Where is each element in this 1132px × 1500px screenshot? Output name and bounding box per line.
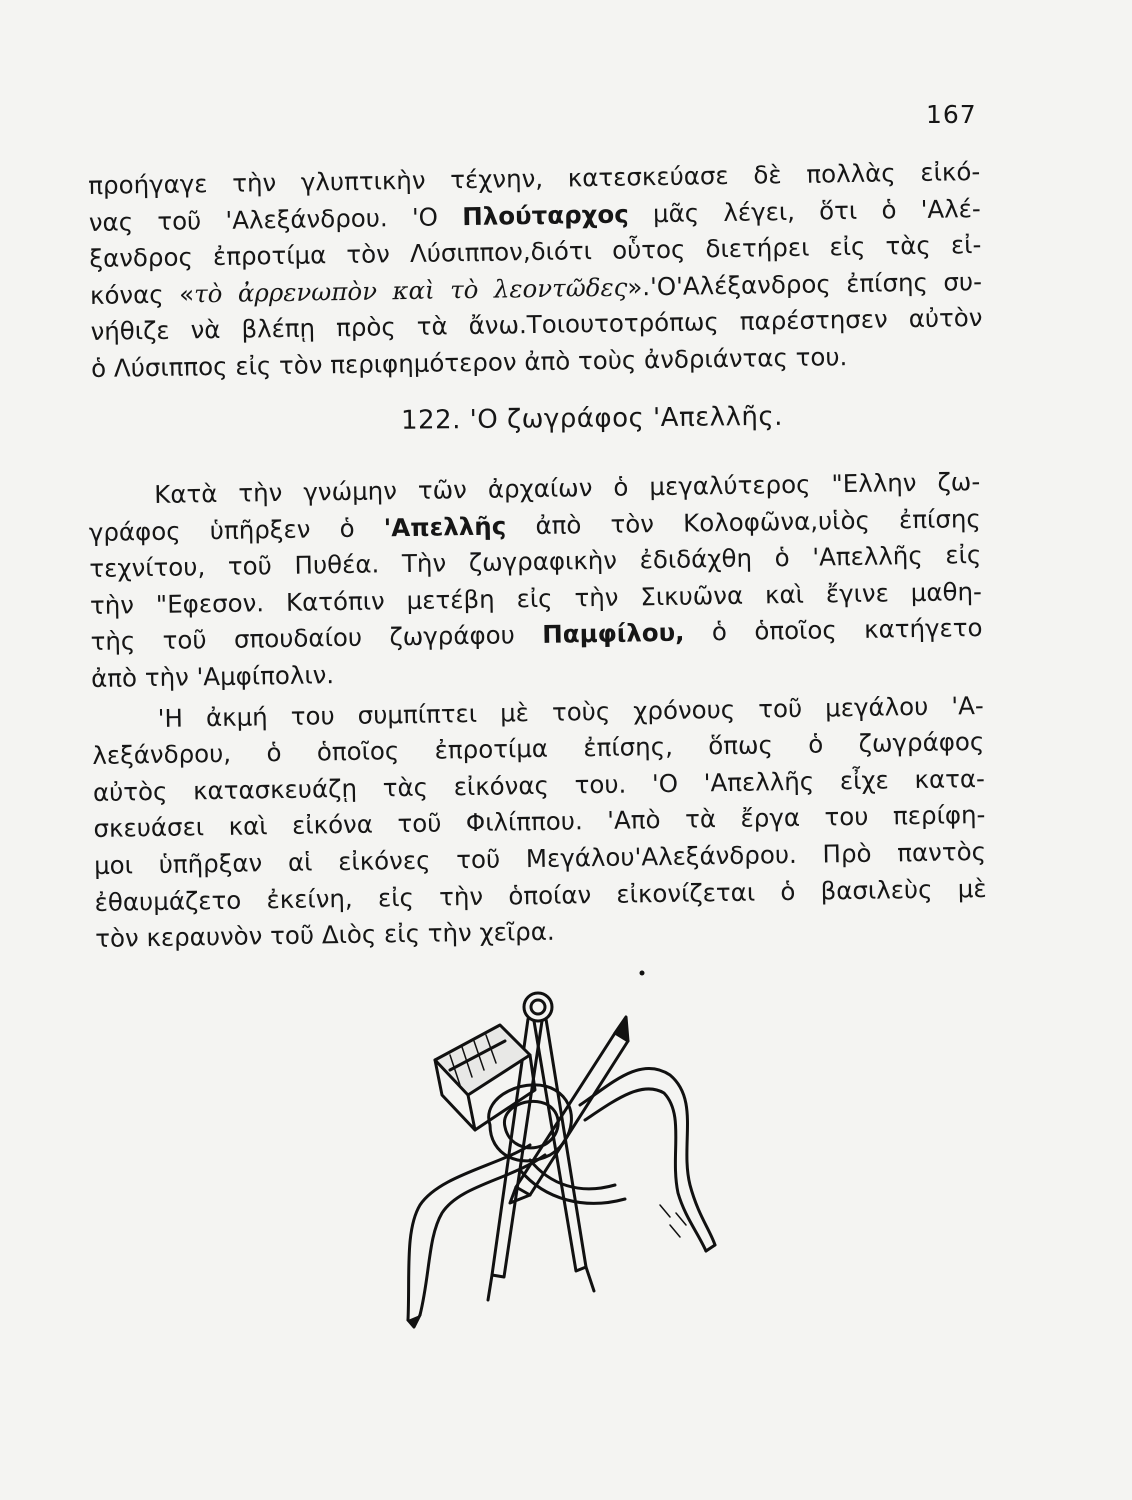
text-line: μοι ὑπῆρξαν αἱ εἰκόνες τοῦ Μεγάλου'Αλεξάνδρου. Πρὸ παντὸς: [93, 836, 987, 880]
intro-paragraph: [88, 154, 983, 388]
text-line: Κατὰ τὴν γνώμην τῶν ἀρχαίων ὁ μεγαλύτερος "Ελλην ζω-: [154, 466, 981, 509]
emphasis-plutarch: Πλούταρχος: [461, 199, 629, 231]
text-line: νας τοῦ 'Αλεξάνδρου. 'Ο Πλούταρχος μᾶς λέγει, ὅτι ὁ 'Αλέ-: [88, 193, 981, 237]
body-paragraphs: [88, 464, 987, 958]
quote-italic: τὸ ἀρρενωπὸν καὶ τὸ λεοντῶδες: [193, 272, 628, 309]
text-line: αὐτὸς κατασκευάζῃ τὰς εἰκόνας του. 'Ο 'Απελλῆς εἶχε κατα-: [92, 763, 986, 807]
text-line: τὸν κεραυνὸν τοῦ Διὸς εἰς τὴν χεῖρα.: [95, 916, 555, 954]
text-line: τὴς τοῦ σπουδαίου ζωγράφου Παμφίλου, ὁ ὁποῖος κατήγετο: [90, 613, 983, 657]
text-line: νήθιζε νὰ βλέπῃ πρὸς τὰ ἄνω.Τοιουτοτρόπως παρέστησεν αὐτὸν: [90, 303, 983, 347]
emphasis-pamphilos: Παμφίλου,: [542, 618, 685, 650]
text-line: σκευάσει καὶ εἰκόνα τοῦ Φιλίππου. 'Απὸ τὰ ἔργα του περίφη-: [93, 800, 986, 844]
emphasis-apelles: 'Απελλῆς: [383, 511, 507, 542]
text-line: 'Η ἀκμή του συμπίπτει μὲ τοὺς χρόνους τοῦ μεγάλου 'Α-: [157, 690, 984, 733]
text-line: γράφος ὑπῆρξεν ὁ 'Απελλῆς ἀπὸ τὸν Κολοφῶνα,υἱὸς ἐπίσης: [88, 503, 981, 547]
section-heading: 122. 'Ο ζωγράφος 'Απελλῆς.: [400, 401, 784, 436]
text-line: ἀπὸ τὴν 'Αμφίπολιν.: [90, 660, 335, 693]
text-line: ὁ Λύσιππος εἰς τὸν περιφημότερον ἀπὸ τοὺς ἀνδριάντας του.: [90, 342, 848, 383]
text-line: προήγαγε τὴν γλυπτικὴν τέχνην, κατεσκεύασε δὲ πολλὰς εἰκό-: [88, 156, 981, 200]
text-line: ξανδρος ἐπροτίμα τὸν Λύσιππον,διότι οὗτος διετήρει εἰς τὰς εἰ-: [89, 230, 982, 274]
text-line: ἐθαυμάζετο ἐκείνη, εἰς τὴν ὁποίαν εἰκονίζεται ὁ βασιλεὺς μὲ: [94, 873, 987, 917]
page-number: 167: [926, 100, 977, 129]
text-line: λεξάνδρου, ὁ ὁποῖος ἐπροτίμα ἐπίσης, ὅπως ὁ ζωγράφος: [92, 727, 985, 771]
text-line: κόνας «τὸ ἀρρενωπὸν καὶ τὸ λεοντῶδες».'Ο'Αλέξανδρος ἐπίσης συ-: [89, 266, 983, 310]
compass-ribbon-illustration: [380, 955, 760, 1335]
text-line: τεχνίτου, τοῦ Πυθέα. Τὴν ζωγραφικὴν ἐδιδάχθη ὁ 'Απελλῆς εἰς: [89, 540, 982, 584]
text-line: τὴν "Εφεσον. Κατόπιν μετέβη εἰς τὴν Σικυῶνα καὶ ἔγινε μαθη-: [89, 576, 983, 620]
